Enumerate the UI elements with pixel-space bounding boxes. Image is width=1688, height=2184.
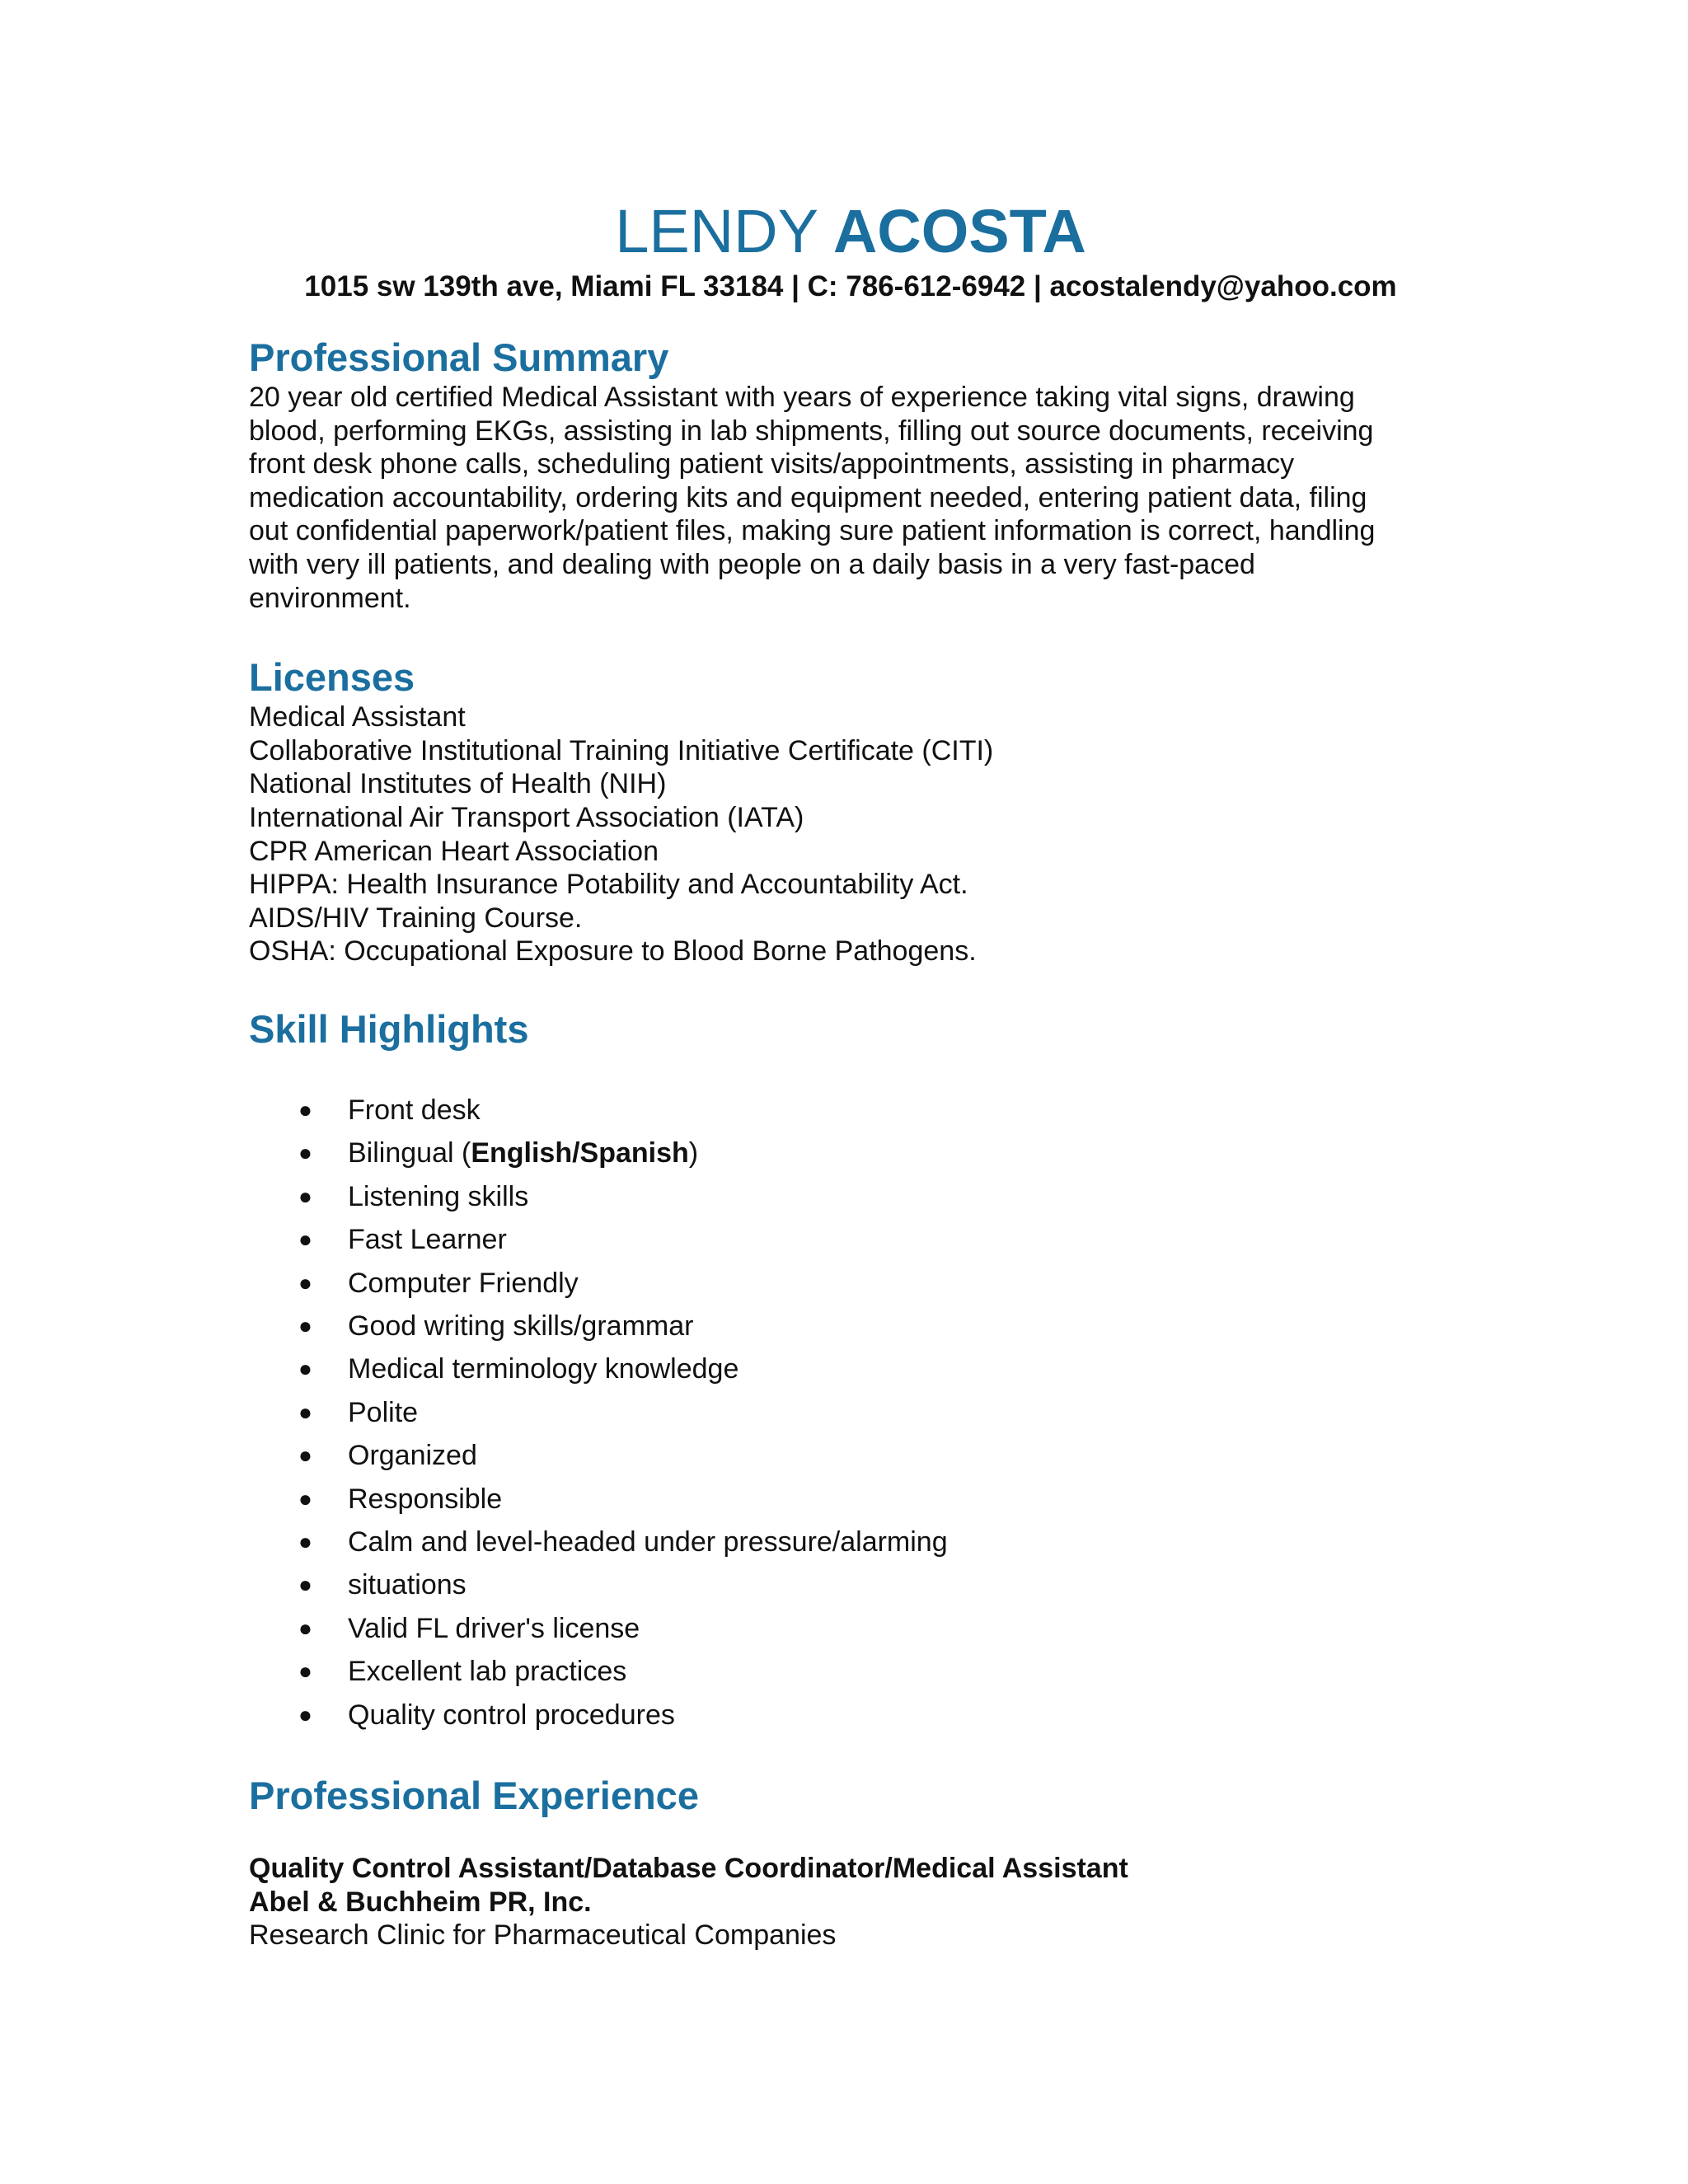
license-item: Collaborative Institutional Training Initiative Certificate (CITI) — [249, 734, 994, 766]
bullet-icon: ● — [298, 1356, 312, 1382]
skill-item: ● Valid FL driver's license — [249, 1607, 1452, 1650]
summary-line: 20 year old certified Medical Assistant with years of experience taking vital signs, drawing — [249, 382, 1355, 413]
bullet-icon: ● — [298, 1615, 312, 1641]
section-title-skills: Skill Highlights — [249, 1006, 529, 1051]
company-name: Abel & Buchheim PR, Inc. — [249, 1886, 592, 1918]
skill-item: ● situations — [249, 1563, 1452, 1606]
bullet-icon: ● — [298, 1269, 312, 1296]
summary-line: out confidential paperwork/patient files, making sure patient information is correct, handling — [249, 515, 1376, 547]
bilingual-languages: English/Spanish — [471, 1137, 689, 1169]
skill-item: ● Bilingual (English/Spanish) — [249, 1132, 1452, 1174]
skill-item: ● Excellent lab practices — [249, 1650, 1452, 1693]
skill-item: ● Listening skills — [249, 1175, 1452, 1218]
license-item: Medical Assistant — [249, 701, 466, 733]
summary-line: medication accountability, ordering kits and equipment needed, entering patient data, filing — [249, 481, 1367, 513]
summary-paragraph — [249, 381, 1452, 615]
company-description: Research Clinic for Pharmaceutical Companies — [249, 1919, 837, 1952]
bullet-icon: ● — [298, 1226, 312, 1253]
section-title-experience: Professional Experience — [249, 1774, 699, 1817]
bullet-icon: ● — [298, 1701, 312, 1727]
summary-line: with very ill patients, and dealing with people on a daily basis in a very fast-paced — [249, 548, 1255, 580]
bullet-icon: ● — [298, 1399, 312, 1425]
bullet-icon: ● — [298, 1096, 312, 1122]
skill-item: ● Front desk — [249, 1089, 1452, 1132]
skill-item: ● Polite — [249, 1391, 1452, 1434]
skill-item: ● Good writing skills/grammar — [249, 1305, 1452, 1347]
bullet-icon: ● — [298, 1485, 312, 1511]
skill-item: ● Organized — [249, 1434, 1452, 1477]
skill-item: ● Quality control procedures — [249, 1694, 1452, 1736]
candidate-name — [249, 194, 1452, 269]
section-title-licenses: Licenses — [249, 655, 415, 700]
bullet-icon: ● — [298, 1312, 312, 1338]
resume-content — [249, 194, 1452, 1952]
bullet-icon: ● — [298, 1572, 312, 1598]
skill-item: ● Computer Friendly — [249, 1262, 1452, 1305]
license-item: AIDS/HIV Training Course. — [249, 902, 583, 934]
last-name: ACOSTA — [832, 197, 1086, 265]
bullet-icon: ● — [298, 1528, 312, 1554]
licenses-list — [249, 701, 1452, 968]
license-item: CPR American Heart Association — [249, 835, 659, 867]
first-name: LENDY — [615, 197, 818, 265]
skill-item: ● Fast Learner — [249, 1218, 1452, 1261]
summary-line: front desk phone calls, scheduling patient visits/appointments, assisting in pharmacy — [249, 448, 1295, 480]
bullet-icon: ● — [298, 1442, 312, 1469]
skill-item: ● Calm and level-headed under pressure/alarming — [249, 1521, 1452, 1563]
summary-line: blood, performing EKGs, assisting in lab shipments, filling out source documents, receiving — [249, 415, 1374, 447]
skills-list — [249, 1089, 1452, 1736]
skill-item: ● Medical terminology knowledge — [249, 1347, 1452, 1390]
summary-line: environment. — [249, 582, 411, 614]
bullet-icon: ● — [298, 1658, 312, 1685]
bullet-icon: ● — [298, 1183, 312, 1209]
skill-item: ● Responsible — [249, 1478, 1452, 1521]
job-title: Quality Control Assistant/Database Coordinator/Medical Assistant — [249, 1853, 1128, 1884]
contact-line: 1015 sw 139th ave, Miami FL 33184 | C: 786-612-6942 | acostalendy@yahoo.com — [304, 270, 1397, 302]
license-item: HIPPA: Health Insurance Potability and Accountability Act. — [249, 869, 968, 901]
section-title-summary: Professional Summary — [249, 335, 669, 379]
license-item: International Air Transport Association (IATA) — [249, 801, 804, 833]
license-item: National Institutes of Health (NIH) — [249, 768, 667, 800]
license-item: OSHA: Occupational Exposure to Blood Borne Pathogens. — [249, 935, 977, 968]
bullet-icon: ● — [298, 1140, 312, 1166]
